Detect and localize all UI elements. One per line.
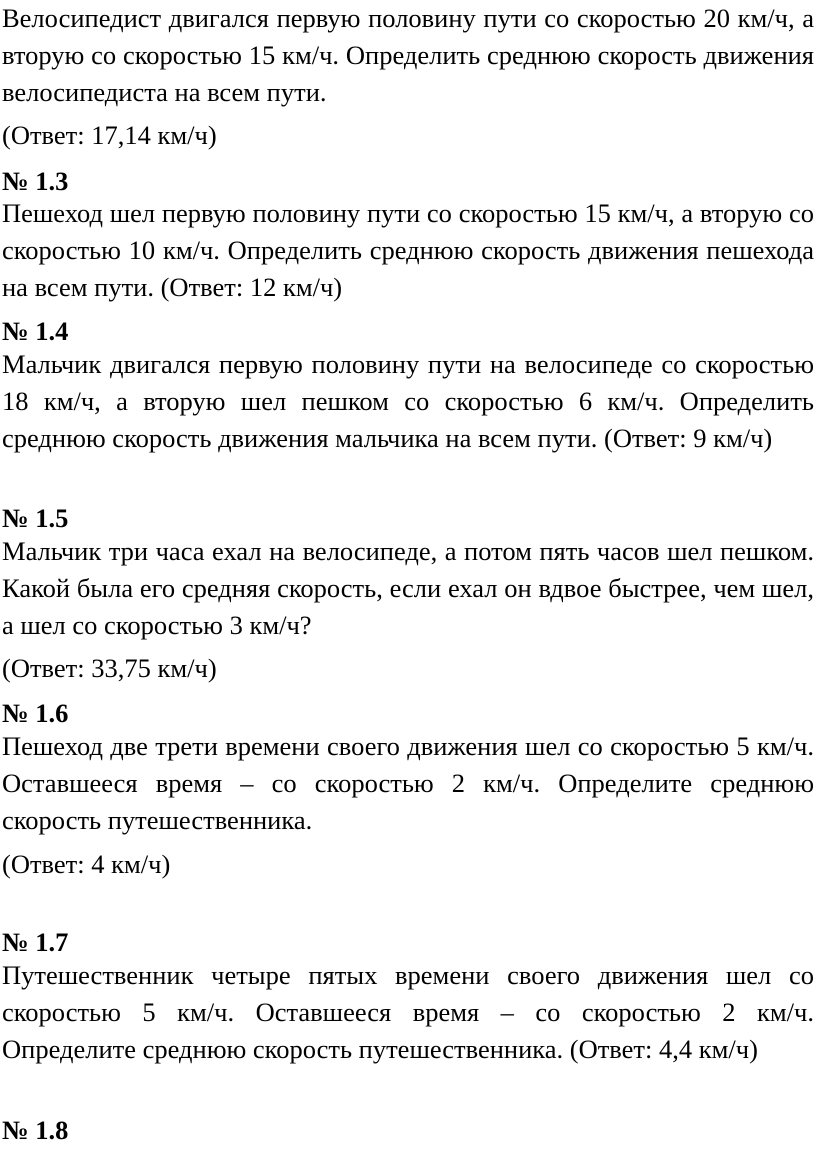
problem-1-2-answer: (Ответ: 17,14 км/ч) bbox=[2, 120, 217, 150]
problem-1-6-text: Пешеход две трети времени своего движения шел со скоростью 5 км/ч. Оставшееся время – со скоростью 2 км/ч. Определите среднюю скорость путешественника. bbox=[2, 731, 814, 835]
problem-1-3-text: Пешеход шел первую половину пути со скоростью 15 км/ч, а вторую со скоростью 10 км/ч. Определить среднюю скорость движения пешехода на всем пути. (Ответ: 12 км/ч) bbox=[2, 198, 814, 302]
problem-1-7-text: Путешественник четыре пятых времени своего движения шел со скоростью 5 км/ч. Оставшееся время – со скоростью 2 км/ч. Определите среднюю скорость путешественника. (Ответ: 4,4 км/ч) bbox=[2, 960, 814, 1064]
problem-1-4-text: Мальчик двигался первую половину пути на велосипеде со скоростью 18 км/ч, а вторую шел пешком со скоростью 6 км/ч. Определить среднюю скорость движения мальчика на всем пути. (Ответ: 9 км/ч) bbox=[2, 349, 814, 453]
problem-1-5-heading: № 1.5 bbox=[2, 503, 69, 533]
problem-1-5-answer: (Ответ: 33,75 км/ч) bbox=[2, 653, 217, 683]
problem-1-5-text: Мальчик три часа ехал на велосипеде, а потом пять часов шел пешком. Какой была его средняя скорость, если ехал он вдвое быстрее, чем шел, а шел со скоростью 3 км/ч? bbox=[2, 536, 814, 640]
problem-1-6-answer: (Ответ: 4 км/ч) bbox=[2, 849, 171, 879]
problem-1-8-heading: № 1.8 bbox=[2, 1115, 69, 1145]
problem-1-2-text: Велосипедист двигался первую половину пути со скоростью 20 км/ч, а вторую со скоростью 15 км/ч. Определить среднюю скорость движения велосипедиста на всем пути. bbox=[2, 3, 814, 107]
problem-1-4-heading: № 1.4 bbox=[2, 316, 69, 346]
problem-1-6-heading: № 1.6 bbox=[2, 698, 69, 728]
problem-1-7-heading: № 1.7 bbox=[2, 927, 69, 957]
problem-1-3-heading: № 1.3 bbox=[2, 166, 69, 196]
